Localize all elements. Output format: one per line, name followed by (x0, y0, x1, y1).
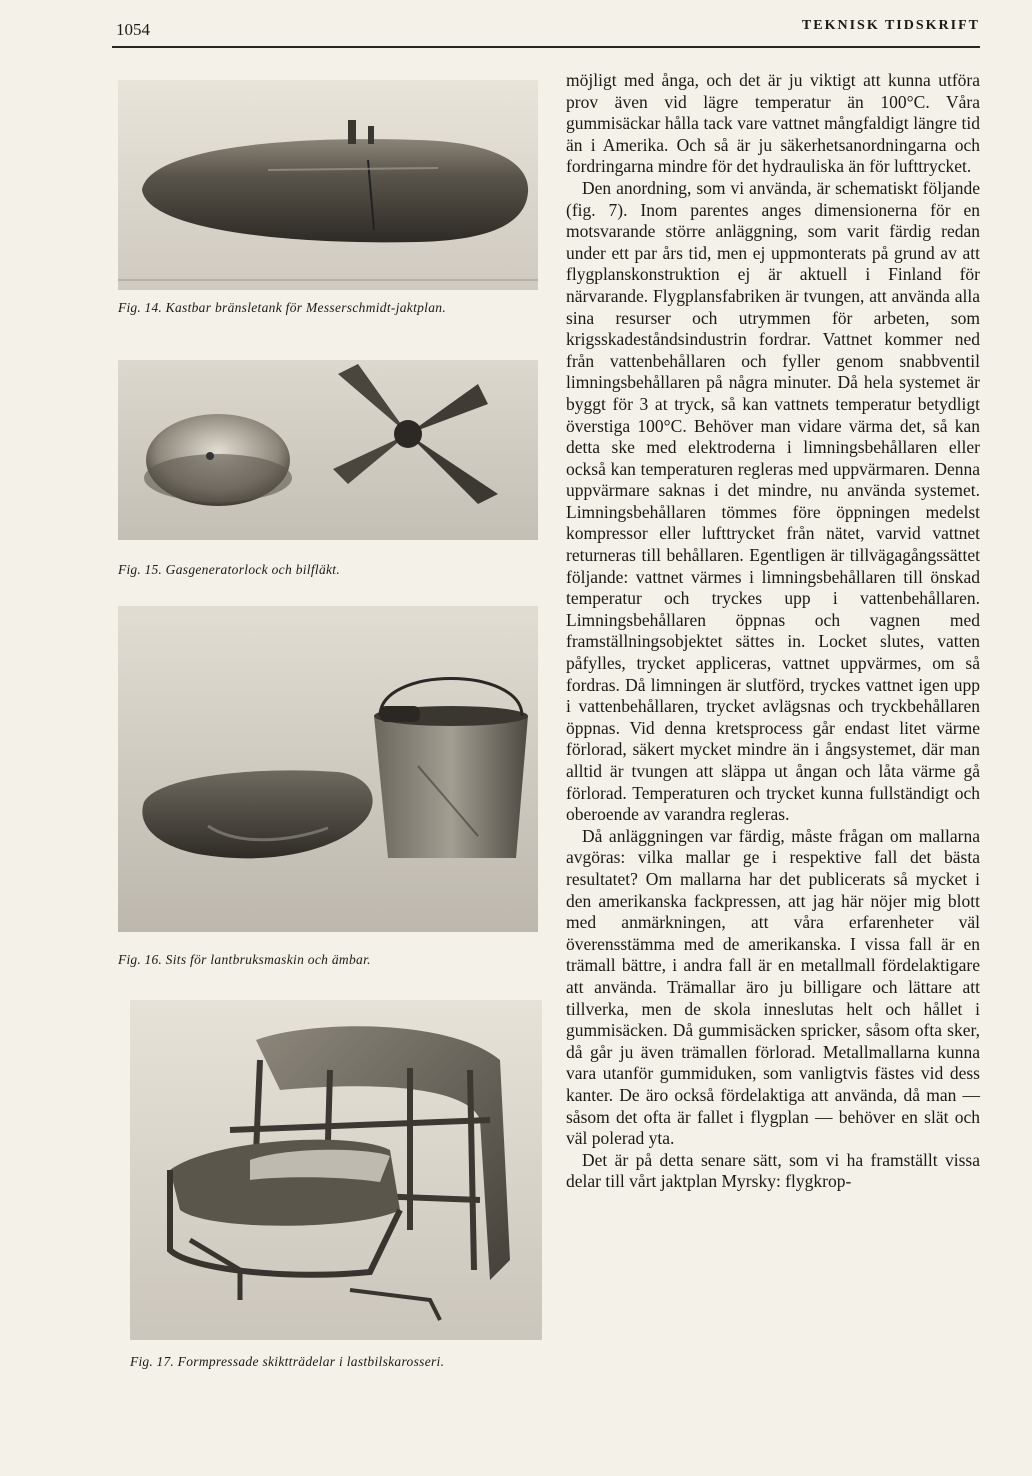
figure-17 (130, 1000, 542, 1370)
figure-16-caption (118, 952, 538, 968)
truck-body-photo (130, 1000, 542, 1340)
figure-15 (118, 360, 538, 578)
figure-14-label: Fig. 14. (118, 300, 162, 315)
paragraph: Det är på detta senare sätt, som vi ha framställt vissa delar till vårt jaktplan Myrsky: flygkrop- (566, 1149, 980, 1192)
figure-14 (118, 80, 538, 316)
figure-15-label: Fig. 15. (118, 562, 162, 577)
figure-14-caption (118, 300, 538, 316)
fuel-tank-photo (118, 80, 538, 290)
paragraph: Då anläggningen var färdig, måste frågan om mallarna avgöras: vilka mallar ge i respektive fall det bästa resultatet? Om mallarna har det publicerats så mycket i den amerikanska fackpressen, att jag här nöjer mig blott med anmärkningen, att våra erfarenheter väl överensstämma med de amerikanska. I vissa fall är en trämall bättre, i andra fall är en metallmall fördelaktigare att använda. Trämallar äro ju billigare och lättare att tillverka, men de skola inneslutas helt och hållet i gummisäcken. Då gummisäcken spricker, såsom ofta sker, då går ju även trämallen förlorad. Metallmallarna kunna vara utanför gummiduken, som vanligtvis fästes vid dess kanter. De äro också fördelaktiga att använda, då man — såsom det ofta är fallet i flygplan — behöver en slät och väl polerad yta. (566, 825, 980, 1149)
generator-lid-fan-image (118, 360, 538, 540)
figure-14-text: Kastbar bränsletank för Messerschmidt-jaktplan. (165, 300, 447, 315)
seat-bucket-image (118, 606, 538, 932)
figure-17-text: Formpressade skiktträdelar i lastbilskarosseri. (177, 1354, 445, 1369)
figure-15-text: Gasgeneratorlock och bilfläkt. (165, 562, 341, 577)
figure-17-caption (130, 1354, 542, 1370)
figure-16 (118, 606, 538, 968)
fuel-tank-image (118, 80, 538, 290)
truck-body-image (130, 1000, 542, 1340)
figure-16-label: Fig. 16. (118, 952, 162, 967)
paragraph: Den anordning, som vi använda, är schematiskt följande (fig. 7). Inom parentes anges dimensionerna för en motsvarande större anläggning, som varit färdig redan under ett par års tid, men ej uppmonterats på grund av att flygplanskonstruktion ej är aktuell i Finland för närvarande. Flygplansfabriken är tvungen, att använda alla sina resurser och utrymmen för arbeten, som krigsskadeståndsindustrin fordrar. Vattnet kommer ned från vattenbehållaren och fyller genom snabbventil limningsbehållaren på några minuter. Då hela systemet är byggt för 3 at tryck, så kan vattnets temperatur betydligt överstiga 100°C. Behöver man vidare värma det, så kan detta ske med elektroderna i limningsbehållaren eller också kan temperaturen regleras med uppvärmaren. Denna uppvärmare saknas i det mindre, nu använda systemet. Limningsbehållaren tömmes före öppningen medelst kompressor eller lufttrycket från nätet, varvid vattnet returneras till behållaren. Egentligen är tillvägagångssättet följande: vattnet värmes i limningsbehållaren till önskad temperatur och tryckes upp i vattenbehållaren. Limningsbehållaren öppnas och vagnen med framställningsobjektet sättes in. Locket slutes, vatten påfylles, trycket appliceras, vattnet uppvärmes, om så fordras. Då limningen är slutförd, tryckes vattnet igen upp i vattenbehållaren, trycket avlägsnas och tryckbehållaren öppnas. Vid denna kretsprocess går endast litet värme förlorad, säkert mycket mindre än i ångsystemet, där man alltid är tvungen att släppa ut ångan och låta värme gå förlorad. Temperaturen och trycket kunna fullständigt och oberoende av varandra regleras. (566, 177, 980, 825)
header-rule (112, 46, 980, 48)
journal-title: TEKNISK TIDSKRIFT (801, 18, 980, 33)
figure-16-text: Sits för lantbruksmaskin och ämbar. (165, 952, 371, 967)
figure-15-caption (118, 562, 538, 578)
body-text-column (566, 70, 980, 1193)
figure-17-label: Fig. 17. (130, 1354, 174, 1369)
paragraph: möjligt med ånga, och det är ju viktigt att kunna utföra prov även vid lägre temperatur än 100°C. Våra gummisäckar hålla tack vare vattnet mångfaldigt längre tid än i Amerika. Och så är ju säkerhetsanordningarna och fordringarna mindre för det hydrauliska än för lufttrycket. (566, 70, 980, 177)
seat-bucket-photo (118, 606, 538, 932)
page-number: 1054 (116, 20, 150, 39)
generator-lid-fan-photo (118, 360, 538, 540)
